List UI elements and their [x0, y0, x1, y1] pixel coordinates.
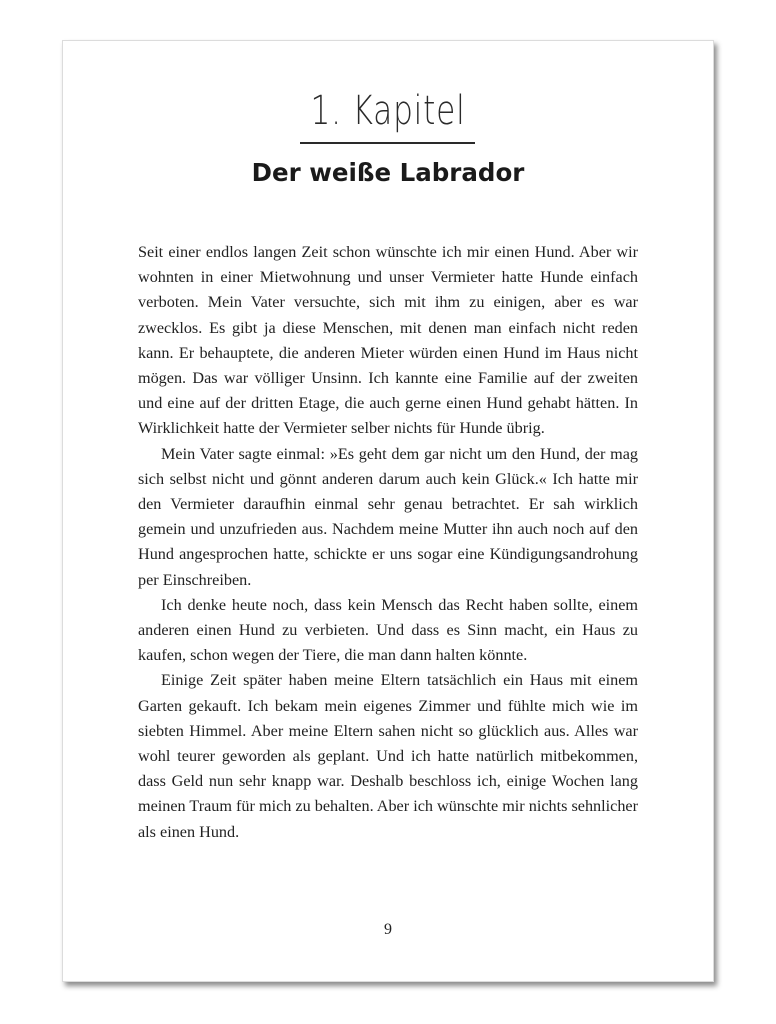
page-number: 9 — [384, 921, 392, 938]
book-page — [62, 40, 714, 982]
paragraph: Seit einer endlos langen Zeit schon wünschte ich mir einen Hund. Aber wir wohnten in einer Mietwohnung und unser Vermieter hatte Hunde einfach verboten. Mein Vater versuchte, sich mit ihm zu einigen, aber es war zwecklos. Es gibt ja diese Menschen, mit denen man einfach nicht reden kann. Er behauptete, die anderen Mieter würden einen Hund im Haus nicht mögen. Das war völliger Unsinn. Ich kannte eine Familie auf der zweiten und eine auf der dritten Etage, die auch gerne einen Hund gehabt hätten. In Wirklichkeit hatte der Vermieter selber nichts für Hunde übrig. — [138, 243, 638, 438]
paragraph: Einige Zeit später haben meine Eltern tatsächlich ein Haus mit einem Garten gekauft. Ich bekam mein eigenes Zimmer und fühlte mich wie im siebten Himmel. Aber meine Eltern sahen nicht so glücklich aus. Alles war wohl teurer geworden als geplant. Und ich hatte natürlich mitbekommen, dass Geld nun sehr knapp war. Deshalb beschloss ich, einige Wochen lang meinen Traum für mich zu behalten. Aber ich wünschte mir nichts sehnlicher als einen Hund. — [138, 671, 638, 841]
chapter-divider-line — [300, 142, 475, 144]
chapter-number-heading: 1. Kapitel — [310, 88, 466, 134]
chapter-title: Der weiße Labrador — [251, 158, 525, 187]
chapter-body — [138, 240, 638, 845]
paragraph: Ich denke heute noch, dass kein Mensch das Recht haben sollte, einem anderen einen Hund zu verbieten. Und dass es Sinn macht, ein Haus zu kaufen, schon wegen der Tiere, die man dann halten könnte. — [138, 595, 638, 665]
paragraph: Mein Vater sagte einmal: »Es geht dem gar nicht um den Hund, der mag sich selbst nicht und gönnt anderen darum auch kein Glück.« Ich hatte mir den Vermieter daraufhin einmal sehr genau betrachtet. Er sah wirklich gemein und unzufrieden aus. Nachdem meine Mutter ihn auch noch auf den Hund angesprochen hatte, schickte er uns sogar eine Kündigungsandrohung per Einschreiben. — [138, 444, 638, 589]
